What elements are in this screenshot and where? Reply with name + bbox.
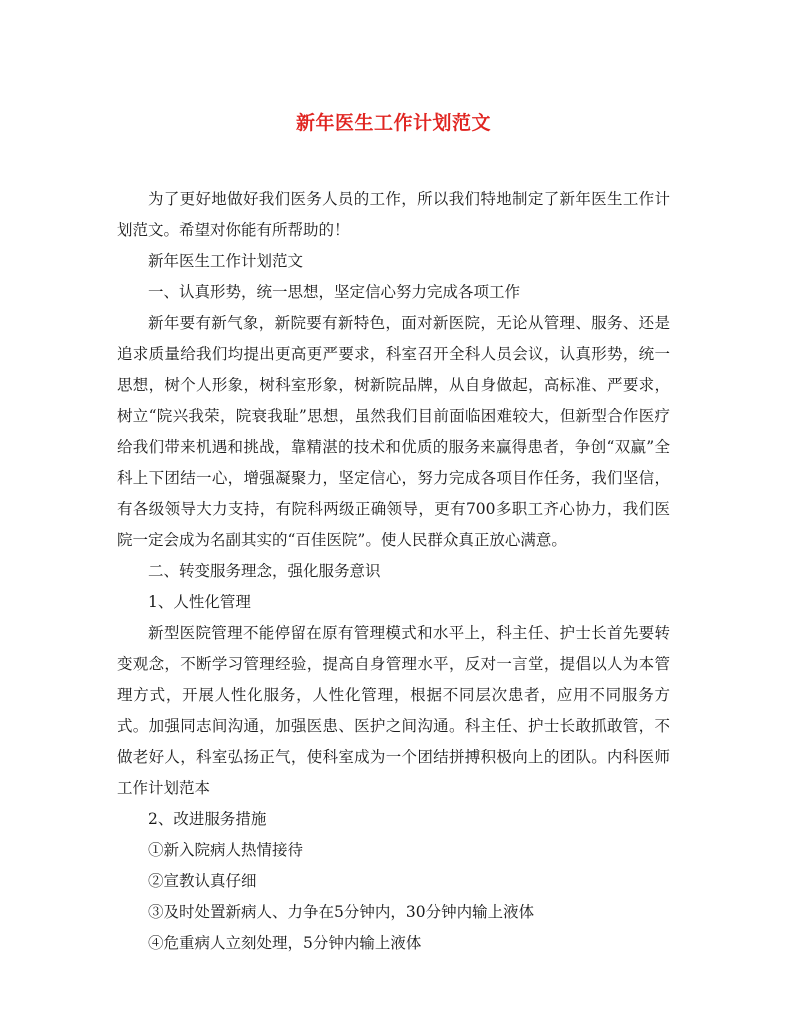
section-heading-2: 二、转变服务理念，强化服务意识 <box>148 562 381 580</box>
section-1-paragraph: 新年要有新气象，新院要有新特色，面对新医院，无论从管理、服务、还是追求质量给我们均提出更高更严要求，科室召开全科人员会议，认真形势，统一思想，树个人形象，树科室形象，树新院品牌，从自身做起，高标准、严要求，树立“院兴我荣，院衰我耻”思想，虽然我们目前面临困难较大，但新型合作医疗给我们带来机遇和挑战，靠精湛的技术和优质的服务来赢得患者，争创“双赢”全科上下团结一心，增强凝聚力，坚定信心，努力完成各项目作任务，我们坚信，有各级领导大力支持，有院科两级正确领导，更有700多职工齐心协力，我们医院一定会成为名副其实的“百佳医院”。使人民群众真正放心满意。 <box>117 314 670 549</box>
section-heading-1: 一、认真形势，统一思想，坚定信心努力完成各项工作 <box>148 283 521 301</box>
subtitle-line: 新年医生工作计划范文 <box>148 252 304 270</box>
list-item: ②宣教认真仔细 <box>148 872 257 890</box>
list-item: ③及时处置新病人、力争在5分钟内，30分钟内输上液体 <box>148 903 535 921</box>
document-title: 新年医生工作计划范文 <box>295 112 491 134</box>
list-item: ①新入院病人热情接待 <box>148 841 304 859</box>
subsection-heading-1: 1、人性化管理 <box>148 593 251 611</box>
subsection-heading-2: 2、改进服务措施 <box>148 810 267 828</box>
intro-paragraph: 为了更好地做好我们医务人员的工作，所以我们特地制定了新年医生工作计划范文。希望对你能有所帮助的！ <box>117 190 670 239</box>
subsection-1-paragraph: 新型医院管理不能停留在原有管理模式和水平上，科主任、护士长首先要转变观念，不断学习管理经验，提高自身管理水平，反对一言堂，提倡以人为本管理方式，开展人性化服务，人性化管理，根据不同层次患者，应用不同服务方式。加强同志间沟通，加强医患、医护之间沟通。科主任、护士长敢抓敢管，不做老好人，科室弘扬正气，使科室成为一个团结拼搏积极向上的团队。内科医师工作计划范本 <box>117 624 670 797</box>
list-item: ④危重病人立刻处理，5分钟内输上液体 <box>148 934 422 952</box>
